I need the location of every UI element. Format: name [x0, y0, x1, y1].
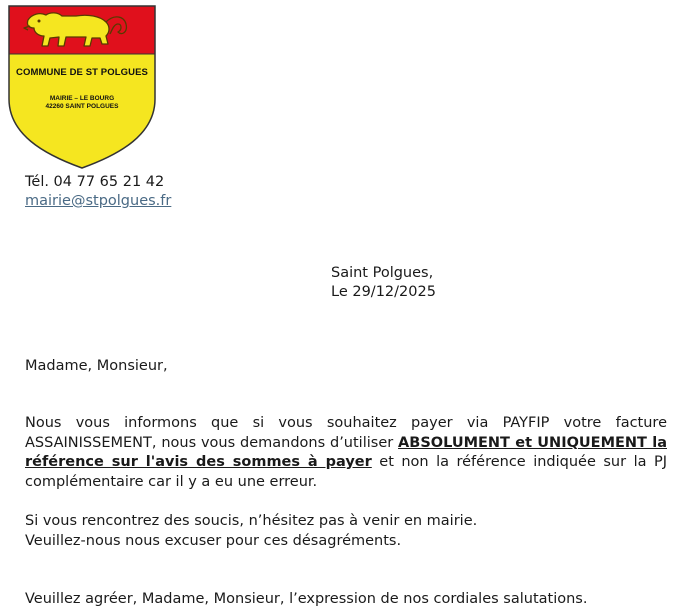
email-link[interactable]: mairie@stpolgues.fr [25, 193, 172, 209]
place: Saint Polgues, [331, 265, 434, 281]
commune-crest [6, 4, 158, 170]
phone-number: Tél. 04 77 65 21 42 [25, 174, 165, 190]
place-date-block [331, 264, 436, 302]
para1-text-after: et non la référence indiquée sur la PJ complémentaire car il y a eu une erreur. [25, 454, 667, 490]
letter-closing: Veuillez agréer, Madame, Monsieur, l’expression de nos cordiales salutations. [25, 591, 588, 607]
crest-shield-icon [6, 4, 158, 170]
para2-line2: Veuillez-nous nous excuser pour ces désagréments. [25, 532, 402, 549]
crest-address-line2: 42260 SAINT POLGUES [45, 103, 119, 110]
contact-block [25, 173, 171, 211]
para1-text-before: Nous vous informons que si vous souhaitez payer via PAYFIP votre facture ASSAINISSEMENT, nous vous demandons d’utiliser [25, 415, 667, 451]
para1-emphasis: ABSOLUMENT et UNIQUEMENT la référence sur l'avis des sommes à payer [25, 434, 667, 470]
letter-paragraph-contact [25, 512, 667, 551]
letter-paragraph-payfip [25, 414, 667, 492]
crest-address-line1: MAIRIE – LE BOURG [49, 95, 115, 102]
date: Le 29/12/2025 [331, 284, 436, 300]
letter-salutation: Madame, Monsieur, [25, 358, 168, 374]
para2-line1: Si vous rencontrez des soucis, n’hésitez pas à venir en mairie. [25, 513, 478, 529]
crest-commune-name: COMMUNE DE ST POLGUES [16, 67, 148, 78]
